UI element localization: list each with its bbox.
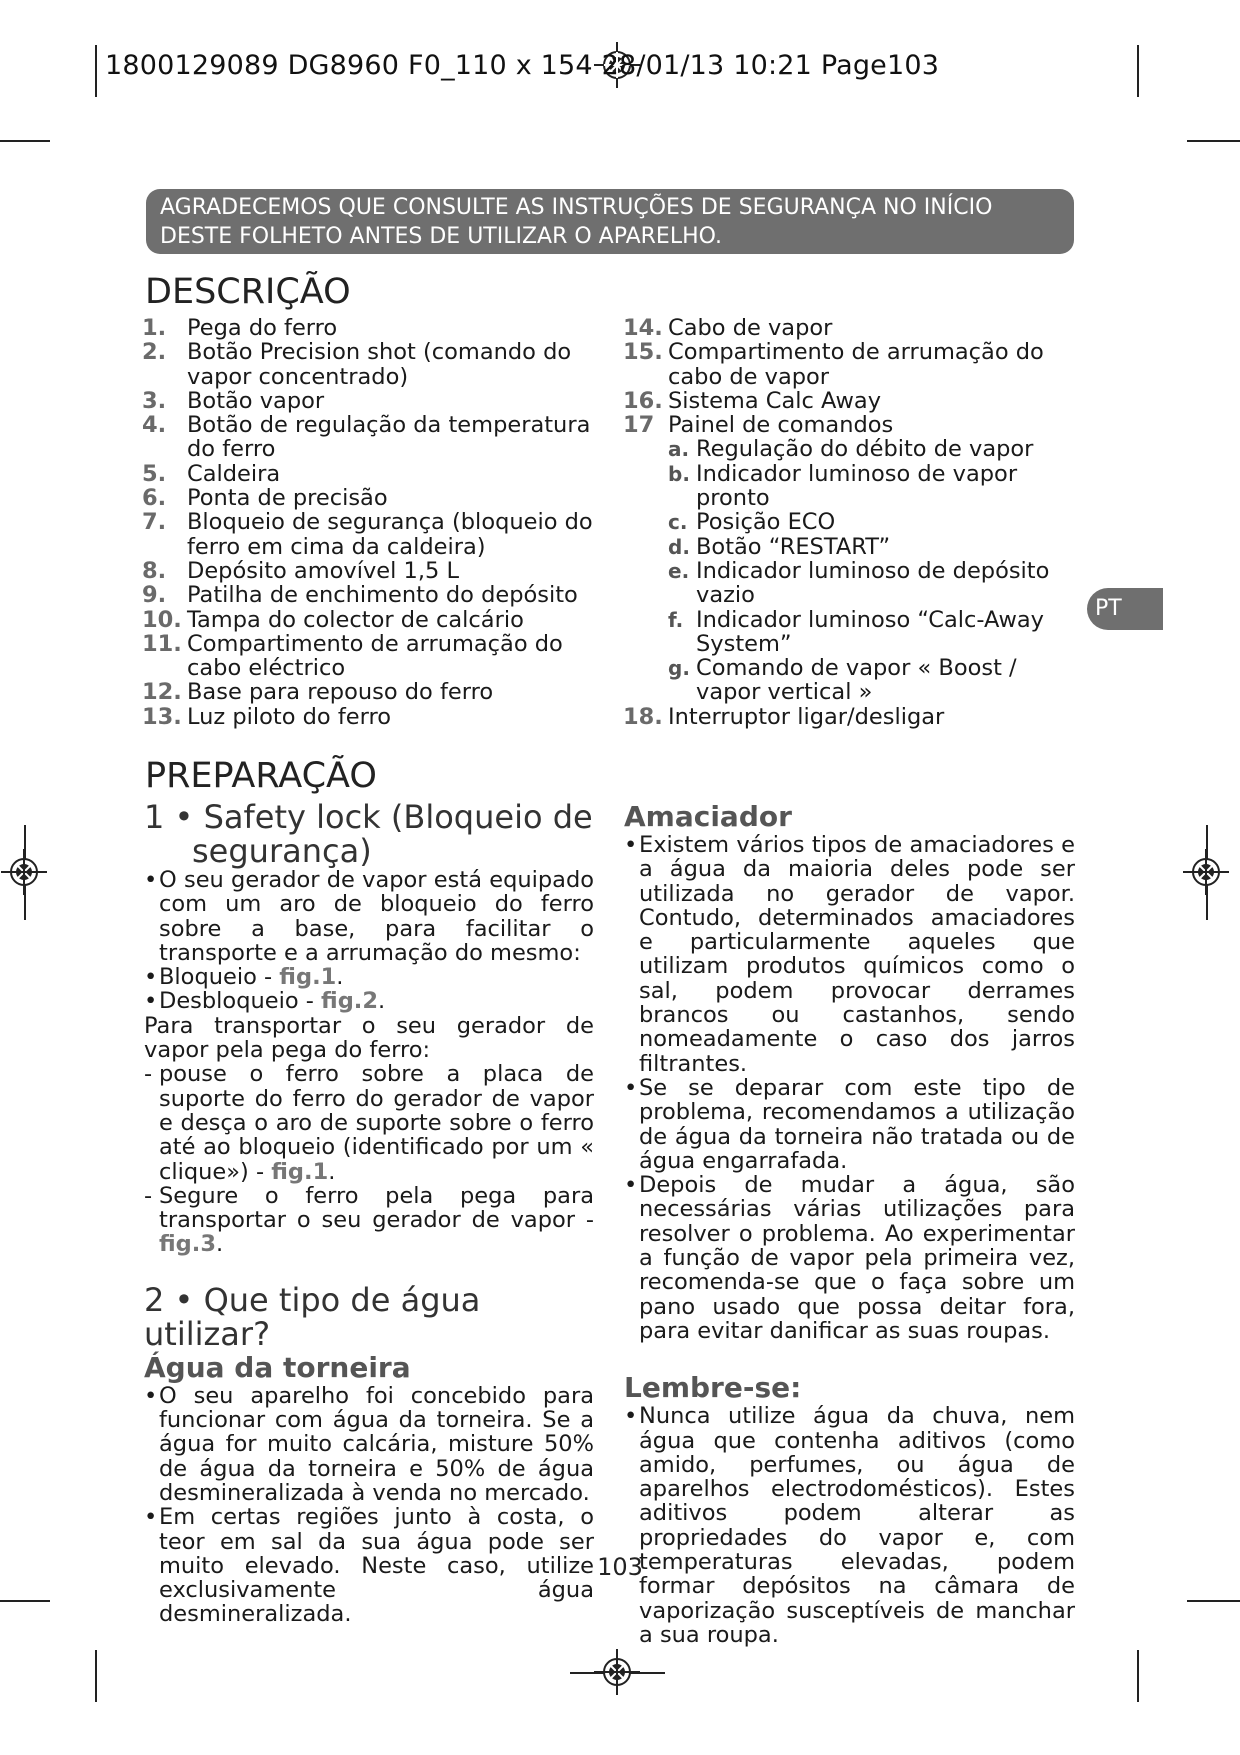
paragraph: Para transportar o seu gerador de vapor pela pega do ferro: xyxy=(144,1012,594,1064)
item-letter: d. xyxy=(668,534,690,559)
crop-mark xyxy=(0,1600,50,1602)
item-number: 18. xyxy=(623,703,663,730)
item-text: Compartimento de arrumação do cabo eléctrico xyxy=(187,630,563,682)
item-text: Sistema Calc Away xyxy=(668,387,882,414)
list-item xyxy=(142,316,597,340)
registration-mark-icon xyxy=(594,1649,640,1695)
item-letter: b. xyxy=(668,461,690,486)
section-title-preparacao: PREPARAÇÃO xyxy=(145,756,377,796)
item-text: Posição ECO xyxy=(696,509,836,536)
parts-list-right xyxy=(623,316,1078,729)
bullet-item: • Depois de mudar a água, são necessárias várias utilizações para resolver o problema. Ao experimentar a função de vapor pela primeira vez, recomenda-se que o faça sobre um pano usado que possa deitar fora, para evitar danificar as suas roupas. xyxy=(624,1172,1075,1344)
item-text: Botão “RESTART” xyxy=(696,533,891,560)
dash-item: - pouse o ferro sobre a placa de suporte do ferro do gerador de vapor e desça o aro de suporte sobre o ferro até ao bloqueio (identificado por um « clique») - fig.1. xyxy=(144,1061,594,1185)
item-number: 1. xyxy=(142,315,167,341)
item-number: 9. xyxy=(142,582,167,609)
item-text: Pega do ferro xyxy=(187,315,338,341)
title-line: 1 • Safety lock (Bloqueio de xyxy=(144,798,593,836)
amaciador-body xyxy=(624,833,1075,1343)
list-item xyxy=(142,705,597,729)
title-line: segurança) xyxy=(192,832,372,870)
bullet-text: Depois de mudar a água, são necessárias várias utilizações para resolver o problema. Ao experimentar a função de vapor pela primeira vez, recomenda-se que o faça sobre um pano usado que possa deitar fora, para evitar danificar as suas roupas. xyxy=(639,1172,1075,1344)
item-number: 3. xyxy=(142,387,167,414)
registration-mark-icon xyxy=(1,849,47,895)
right-column xyxy=(624,800,1075,1647)
item-number: 10. xyxy=(142,606,182,633)
item-text: Indicador luminoso de depósito vazio xyxy=(696,557,1050,609)
item-number: 7. xyxy=(142,509,167,536)
item-text: Cabo de vapor xyxy=(668,315,833,341)
item-text: Botão vapor xyxy=(187,387,325,414)
figure-reference: fig.1 xyxy=(279,964,337,991)
item-number: 4. xyxy=(142,412,167,439)
list-item xyxy=(623,413,1078,437)
page-number: 103 xyxy=(597,1553,643,1581)
crop-mark xyxy=(1187,140,1240,142)
subsection-title-water-type: 2 • Que tipo de água utilizar? xyxy=(144,1280,481,1353)
left-column-preparacao xyxy=(144,800,594,1627)
bullet-text: Nunca utilize água da chuva, nem água que contenha aditivos (como amido, perfumes, ou água de aparelhos electrodomésticos). Estes aditivos podem alterar as propriedades do vapor e, com temperaturas elevadas, podem formar depósitos na câmara de vaporização susceptíveis de manchar a sua roupa. xyxy=(639,1403,1075,1648)
sub-list-item xyxy=(668,559,1078,608)
registration-mark-icon xyxy=(1183,849,1229,895)
item-letter: f. xyxy=(668,607,684,632)
parts-list-right-last xyxy=(623,705,1078,729)
item-number: 12. xyxy=(142,679,182,706)
tap-water-body xyxy=(144,1384,594,1627)
item-text: Tampa do colector de calcário xyxy=(187,606,524,633)
bullet-text: Bloqueio - xyxy=(159,964,280,991)
list-item xyxy=(142,510,597,559)
crop-mark xyxy=(1137,45,1139,97)
item-text: Bloqueio de segurança (bloqueio do ferro em cima da caldeira) xyxy=(187,509,593,560)
sub-list-item xyxy=(668,535,1078,559)
item-number: 14. xyxy=(623,315,663,341)
list-item xyxy=(623,389,1078,413)
crop-mark xyxy=(1137,1650,1139,1702)
list-item xyxy=(142,340,597,389)
bullet-text: Se se deparar com este tipo de problema, recomendamos a utilização de água da torneira não tratada ou de água engarrafada. xyxy=(639,1074,1075,1174)
bullet-item: • O seu gerador de vapor está equipado com um aro de bloqueio do ferro sobre a base, para facilitar o transporte e a arrumação do mesmo: xyxy=(144,867,594,966)
section-title-descricao: DESCRIÇÃO xyxy=(145,272,351,312)
item-letter: c. xyxy=(668,510,688,535)
safety-lock-body xyxy=(144,868,594,1257)
item-text: Caldeira xyxy=(187,460,281,487)
bullet-item: • Bloqueio - fig.1. xyxy=(144,964,344,991)
list-item xyxy=(142,559,597,583)
parts-list-right-main xyxy=(623,316,1078,437)
sub-list-item xyxy=(668,462,1078,511)
list-item xyxy=(142,608,597,632)
figure-reference: fig.3 xyxy=(159,1231,216,1258)
bullet-item: • Desbloqueio - fig.2. xyxy=(144,988,386,1015)
item-letter: a. xyxy=(668,437,690,462)
item-letter: g. xyxy=(668,656,690,681)
lembre-se-body xyxy=(624,1404,1075,1647)
item-text: Botão Precision shot (comando do vapor concentrado) xyxy=(187,339,572,390)
item-number: 5. xyxy=(142,460,167,487)
item-text: Compartimento de arrumação do cabo de vapor xyxy=(668,339,1044,390)
bullet-text: O seu gerador de vapor está equipado com um aro de bloqueio do ferro sobre a base, para facilitar o transporte e a arrumação do mesmo: xyxy=(159,867,594,966)
crop-mark xyxy=(1187,1600,1240,1602)
figure-reference: fig.2 xyxy=(321,988,379,1015)
bullet-item: • Em certas regiões junto à costa, o teor em sal da sua água pode ser muito elevado. Neste caso, utilize exclusivamente água desmineralizada. xyxy=(144,1504,594,1628)
bullet-item: • O seu aparelho foi concebido para funcionar com água da torneira. Se a água for muito calcária, misture 50% de água da torneira e 50% de água desmineralizada à venda no mercado. xyxy=(144,1382,594,1506)
item-text: Regulação do débito de vapor xyxy=(696,436,1034,463)
bullet-item: • Se se deparar com este tipo de problema, recomendamos a utilização de água da torneira não tratada ou de água engarrafada. xyxy=(624,1074,1075,1174)
bullet-text: Existem vários tipos de amaciadores e a água da maioria deles pode ser utilizada no gerador de vapor. Contudo, determinados amaciadores e particularmente aqueles que utilizam produtos químicos como o sal, podem provocar derrames brancos ou castanhos, sendo nomeadamente o caso dos jarros filtrantes. xyxy=(639,832,1075,1077)
control-panel-sublist xyxy=(623,437,1078,704)
list-item xyxy=(142,583,597,607)
crop-mark xyxy=(95,45,97,97)
subheading-tap-water: Água da torneira xyxy=(144,1350,411,1384)
item-text: Interruptor ligar/desligar xyxy=(668,703,945,730)
sub-list-item xyxy=(668,656,1078,705)
bullet-item: • Existem vários tipos de amaciadores e a água da maioria deles pode ser utilizada no gerador de vapor. Contudo, determinados amaciadores e particularmente aqueles que utilizam produtos químicos como o sal, podem provocar derrames brancos ou castanhos, sendo nomeadamente o caso dos jarros filtrantes. xyxy=(624,832,1075,1077)
list-item xyxy=(142,413,597,462)
item-text: Ponta de precisão xyxy=(187,485,388,512)
sub-list-item xyxy=(668,510,1078,534)
banner-line: AGRADECEMOS QUE CONSULTE AS INSTRUÇÕES DE SEGURANÇA NO INÍCIO xyxy=(160,195,993,220)
item-text: Patilha de enchimento do depósito xyxy=(187,582,578,609)
bullet-text: Em certas regiões junto à costa, o teor em sal da sua água pode ser muito elevado. Neste caso, utilize exclusivamente água desmineralizada. xyxy=(159,1504,594,1628)
list-item xyxy=(623,316,1078,340)
language-tab: PT xyxy=(1087,588,1163,630)
item-number: 11. xyxy=(142,630,182,657)
item-number: 16. xyxy=(623,387,663,414)
item-text: Indicador luminoso “Calc-Away System” xyxy=(696,606,1044,657)
item-number: 15. xyxy=(623,339,663,366)
item-text: Indicador luminoso de vapor pronto xyxy=(696,460,1018,512)
subsection-title-safety-lock xyxy=(144,800,594,868)
list-item xyxy=(142,632,597,681)
safety-notice-banner xyxy=(146,189,1074,254)
list-item xyxy=(142,389,597,413)
bullet-text: O seu aparelho foi concebido para funcionar com água da torneira. Se a água for muito calcária, misture 50% de água da torneira e 50% de água desmineralizada à venda no mercado. xyxy=(159,1382,594,1506)
sub-list-item xyxy=(668,437,1078,461)
item-number: 13. xyxy=(142,703,182,730)
sub-list-item xyxy=(668,608,1078,657)
crop-mark xyxy=(0,140,50,142)
item-text: Luz piloto do ferro xyxy=(187,703,391,730)
list-item xyxy=(142,486,597,510)
item-number: 6. xyxy=(142,485,167,512)
list-item xyxy=(142,680,597,704)
item-text: Comando de vapor « Boost / vapor vertical » xyxy=(696,655,1017,706)
item-letter: e. xyxy=(668,558,690,583)
dash-text: Segure o ferro pela pega para transportar o seu gerador de vapor - xyxy=(159,1182,594,1234)
dash-text: pouse o ferro sobre a placa de suporte do ferro do gerador de vapor e desça o aro de suporte sobre o ferro até ao bloqueio (identificado por um « clique») - xyxy=(159,1061,594,1185)
list-item xyxy=(142,462,597,486)
item-text: Painel de comandos xyxy=(668,412,894,439)
banner-line: DESTE FOLHETO ANTES DE UTILIZAR O APARELHO. xyxy=(160,224,723,249)
item-text: Base para repouso do ferro xyxy=(187,679,494,706)
subheading-amaciador: Amaciador xyxy=(624,800,792,833)
list-item xyxy=(623,340,1078,389)
printer-slug: 1800129089 DG8960 F0_110 x 154 28/01/13 10:21 Page103 xyxy=(105,50,940,81)
item-text: Botão de regulação da temperatura do ferro xyxy=(187,412,591,463)
bullet-item: • Nunca utilize água da chuva, nem água que contenha aditivos (como amido, perfumes, ou água de aparelhos electrodomésticos). Estes aditivos podem alterar as propriedades do vapor e, com temperaturas elevadas, podem formar depósitos na câmara de vaporização susceptíveis de manchar a sua roupa. xyxy=(624,1403,1075,1648)
crop-mark xyxy=(95,1650,97,1702)
parts-list-left xyxy=(142,316,597,729)
subheading-lembre-se: Lembre-se: xyxy=(624,1371,802,1405)
item-number: 17 xyxy=(623,412,655,439)
figure-reference: fig.1 xyxy=(271,1158,329,1185)
item-text: Depósito amovível 1,5 L xyxy=(187,557,459,584)
dash-item: - Segure o ferro pela pega para transportar o seu gerador de vapor - fig.3. xyxy=(144,1182,594,1258)
list-item xyxy=(623,705,1078,729)
item-number: 2. xyxy=(142,339,167,366)
item-number: 8. xyxy=(142,557,167,584)
bullet-text: Desbloqueio - xyxy=(159,988,322,1015)
